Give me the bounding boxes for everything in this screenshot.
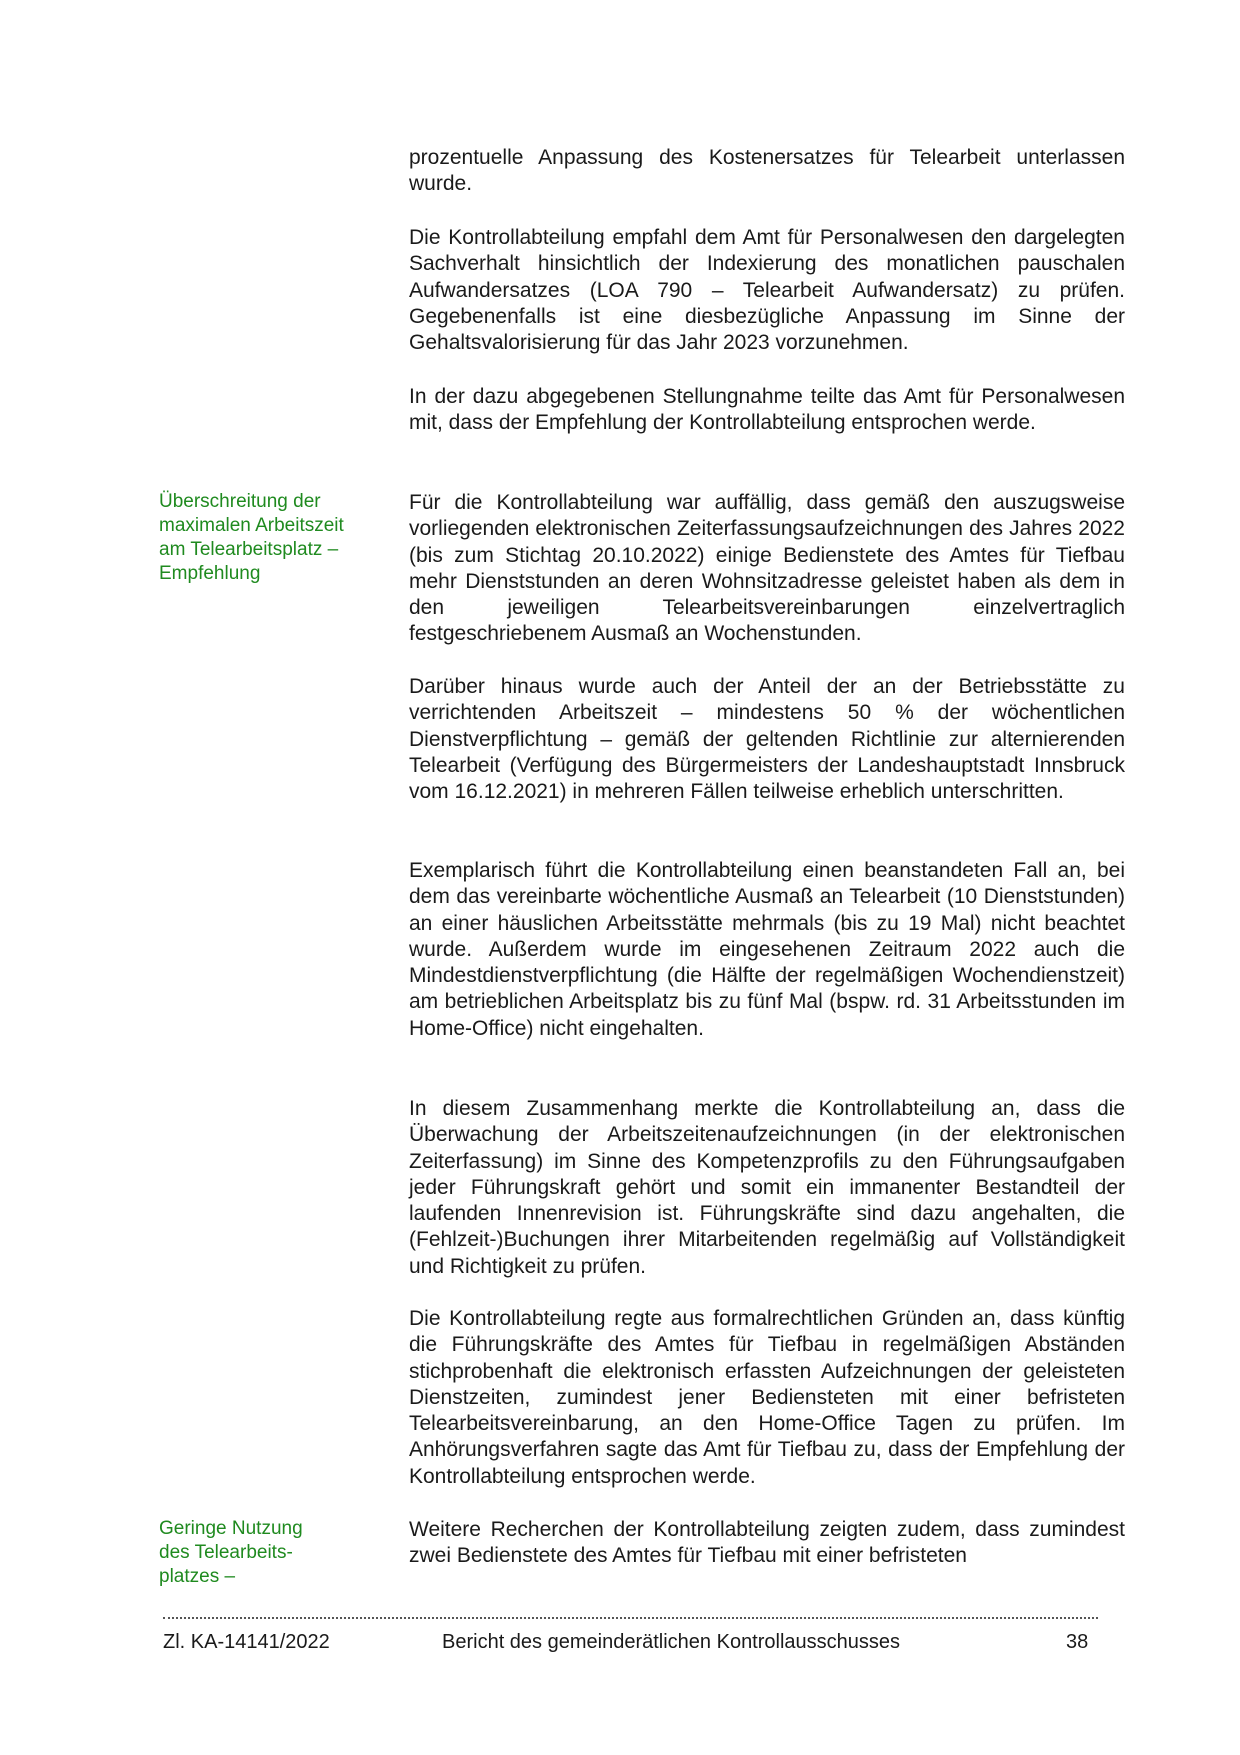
- body-paragraph: Exemplarisch führt die Kontrollabteilung einen beanstandeten Fall an, bei dem das vereinbarte wöchentliche Ausmaß an Telearbeit (10 Dienststunden) an einer häuslichen Arbeitsstätte mehrmals (bis zu 19 Mal) nicht beachtet wurde. Außerdem wurde im eingesehenen Zeitraum 2022 auch die Mindestdienstverpflichtung (die Hälfte der regelmäßigen Wochendienstzeit) am betrieblichen Arbeitsplatz bis zu fünf Mal (bspw. rd. 31 Arbeitsstunden im Home-Office) nicht eingehalten.: [409, 859, 1125, 1040]
- body-paragraph: prozentuelle Anpassung des Kostenersatzes für Telearbeit unterlassen wurde.: [409, 146, 1125, 196]
- body-paragraph: Für die Kontrollabteilung war auffällig, dass gemäß den auszugsweise vorliegenden elektronischen Zeiterfassungsaufzeichnungen des Jahres 2022 (bis zum Stichtag 20.10.2022) einige Bedienstete des Amtes für Tiefbau mehr Dienststunden an deren Wohnsitzadresse geleistet haben als dem in den jeweiligen Telearbeitsvereinbarungen einzelvertraglich festgeschriebenem Ausmaß an Wochenstunden.: [409, 491, 1125, 646]
- margin-note-line: am Telearbeitsplatz –: [159, 539, 339, 560]
- margin-note-line: des Telearbeits-: [159, 1542, 293, 1563]
- body-paragraph: Die Kontrollabteilung empfahl dem Amt für Personalwesen den dargelegten Sachverhalt hinsichtlich der Indexierung des monatlichen pauschalen Aufwandersatzes (LOA 790 – Telearbeit Aufwandersatz) zu prüfen. Gegebenenfalls ist eine diesbezügliche Anpassung im Sinne der Gehaltsvalorisierung für das Jahr 2023 vorzunehmen.: [409, 226, 1125, 355]
- body-paragraph: In der dazu abgegebenen Stellungnahme teilte das Amt für Personalwesen mit, dass der Empfehlung der Kontrollabteilung entsprochen werde.: [409, 385, 1125, 435]
- margin-note-line: maximalen Arbeitszeit: [159, 515, 344, 536]
- margin-note-line: platzes –: [159, 1566, 236, 1587]
- margin-note-line: Geringe Nutzung: [159, 1518, 303, 1539]
- margin-note-line: Empfehlung: [159, 563, 261, 584]
- footer-reference: Zl. KA-14141/2022: [163, 1631, 330, 1653]
- margin-note-line: Überschreitung der: [159, 491, 321, 512]
- footer-title: Bericht des gemeinderätlichen Kontrollausschusses: [442, 1631, 901, 1653]
- body-paragraph: In diesem Zusammenhang merkte die Kontrollabteilung an, dass die Überwachung der Arbeitszeitenaufzeichnungen (in der elektronischen Zeiterfassung) im Sinne des Kompetenzprofils zu den Führungsaufgaben jeder Führungskraft gehört und somit ein immanenter Bestandteil der laufenden Innenrevision ist. Führungskräfte sind dazu angehalten, die (Fehlzeit-)Buchungen ihrer Mitarbeitenden regelmäßig auf Vollständigkeit und Richtigkeit zu prüfen.: [409, 1097, 1125, 1278]
- page-number: 38: [1066, 1631, 1089, 1653]
- margin-note-nutzung: [159, 1517, 374, 1589]
- body-paragraph: Weitere Recherchen der Kontrollabteilung zeigten zudem, dass zumindest zwei Bedienstete des Amtes für Tiefbau mit einer befristeten: [409, 1518, 1125, 1568]
- body-paragraph: Darüber hinaus wurde auch der Anteil der an der Betriebsstätte zu verrichtenden Arbeitszeit – mindestens 50 % der wöchentlichen Dienstverpflichtung – gemäß der geltenden Richtlinie zur alternierenden Telearbeit (Verfügung des Bürgermeisters der Landeshauptstadt Innsbruck vom 16.12.2021) in mehreren Fällen teilweise erheblich unterschritten.: [409, 675, 1125, 804]
- body-paragraph: Die Kontrollabteilung regte aus formalrechtlichen Gründen an, dass künftig die Führungskräfte des Amtes für Tiefbau in regelmäßigen Abständen stichprobenhaft die elektronisch erfassten Aufzeichnungen der geleisteten Dienstzeiten, zumindest jener Bediensteten mit einer befristeten Telearbeitsvereinbarung, an den Home-Office Tagen zu prüfen. Im Anhörungsverfahren sagte das Amt für Tiefbau zu, dass der Empfehlung der Kontrollabteilung entsprochen werde.: [409, 1307, 1125, 1488]
- footer-divider: [163, 1617, 1098, 1619]
- margin-note-arbeitszeit: [159, 490, 374, 586]
